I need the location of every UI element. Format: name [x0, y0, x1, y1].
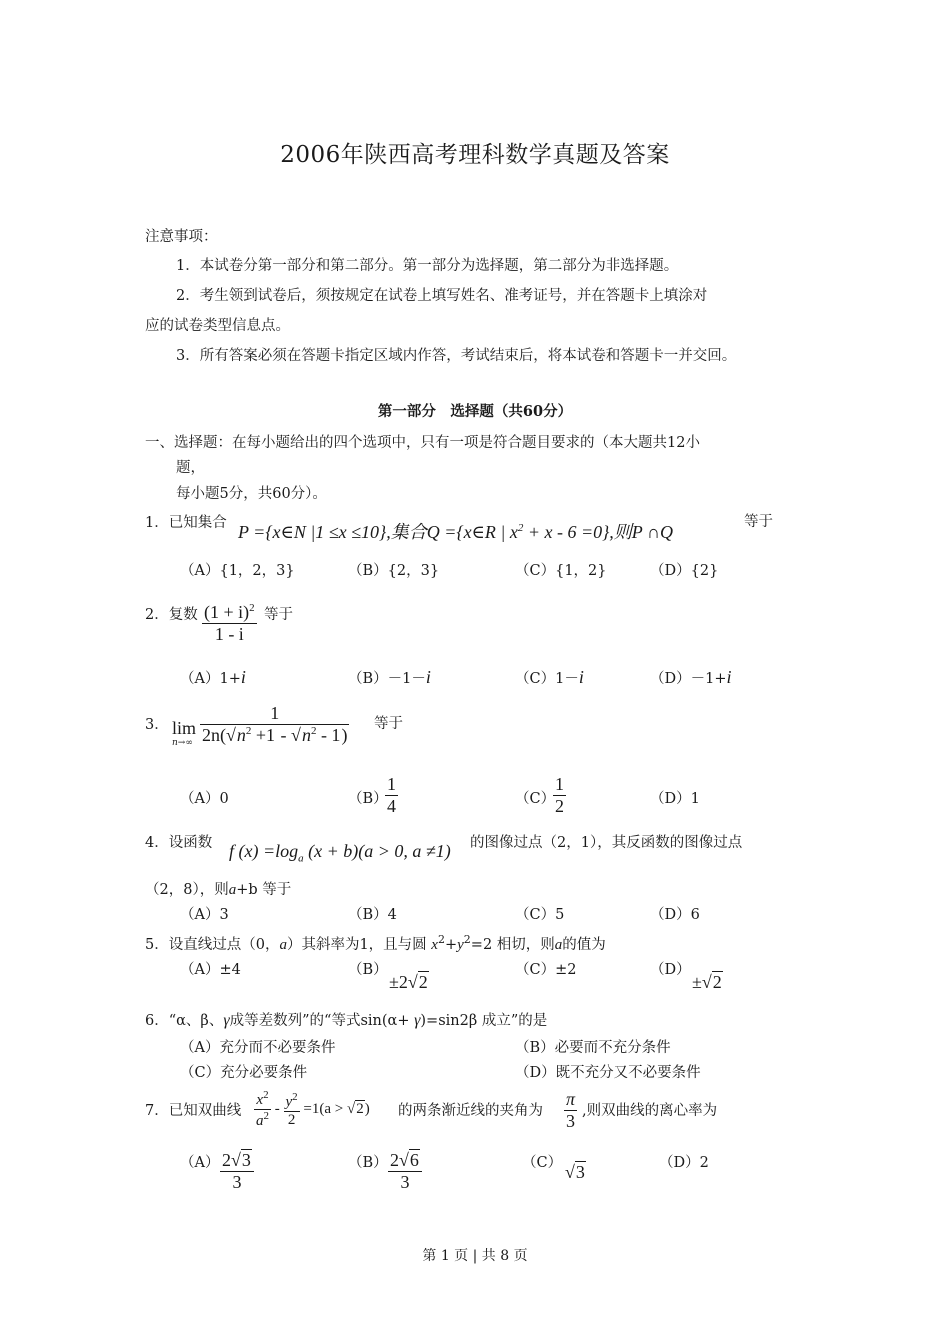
q1-option-d: （D）{2}: [650, 563, 719, 579]
q4-option-c: （C）5: [515, 907, 565, 923]
q2-option-b: （B）－1－i: [348, 667, 431, 687]
q7-option-b: （B）: [348, 1155, 388, 1171]
q2-stem: 2．复数: [145, 607, 198, 623]
page-title: 2006年陕西高考理科数学真题及答案: [280, 142, 670, 168]
notice-heading: 注意事项：: [145, 229, 218, 245]
q3-limit: lim: [172, 718, 197, 738]
q1-formula: P ={x∈N |1 ≤x ≤10},集合Q ={x∈R | $x^2 + x - 6 =0$},则P ∩Q: [238, 522, 673, 542]
q5-option-b: （B）: [348, 962, 388, 978]
q2-option-d: （D）－1+i: [650, 667, 732, 687]
q3-option-d: （D）1: [650, 791, 700, 807]
q1-tail: 等于: [744, 514, 773, 530]
q7-mid: 的两条渐近线的夹角为: [398, 1103, 543, 1119]
page-footer: 第 1 页 | 共 8 页: [422, 1248, 528, 1264]
q7-formula: $\frac{x^2}{a^2}$ - $\frac{y^2}{2}$ =1(a > √2): [256, 1089, 370, 1130]
q6-option-a: （A）充分而不必要条件: [180, 1040, 336, 1056]
q2-fraction: $\frac{(1 + i)^2}{1 - i}$: [204, 602, 255, 644]
q7-option-a-value: $\frac{2√3}{3}$: [220, 1150, 254, 1192]
q4-tail: 的图像过点（2，1），其反函数的图像过点: [470, 835, 743, 851]
q3-option-c-value: $\frac{1}{2}$: [555, 774, 564, 816]
q7-option-d: （D）2: [659, 1155, 709, 1171]
q5-option-d: （D）: [650, 962, 691, 978]
q1-option-c: （C）{1，2}: [515, 563, 607, 579]
q4-stem-cont: （2，8），则a+b 等于: [145, 882, 292, 898]
q6-stem: 6．“α、β、γ成等差数列”的“等式sin(α+ γ)=sin2β 成立”的是: [145, 1012, 548, 1029]
notice-item-2: 2．考生领到试卷后，须按规定在试卷上填写姓名、准考证号，并在答题卡上填涂对: [176, 288, 708, 304]
q7-angle: $\frac{\pi}{3}$: [566, 1089, 576, 1131]
q3-option-a: （A）0: [180, 791, 229, 807]
q5-option-a: （A）±4: [180, 962, 241, 978]
q6-option-c: （C）充分必要条件: [180, 1065, 308, 1081]
q1-option-a: （A）{1，2，3}: [180, 563, 295, 579]
q4-option-d: （D）6: [650, 907, 700, 923]
q3-option-b-value: $\frac{1}{4}$: [387, 774, 396, 816]
q3-stem: 3．: [145, 717, 169, 733]
q7-option-c: （C）: [522, 1155, 563, 1171]
q2-option-a: （A）1+i: [180, 667, 246, 687]
q1-option-b: （B）{2，3}: [348, 563, 440, 579]
q2-tail: 等于: [264, 607, 293, 623]
part1-intro-cont: 题，: [176, 460, 205, 476]
q4-option-b: （B）4: [348, 907, 397, 923]
q7-option-b-value: $\frac{2√6}{3}$: [388, 1150, 422, 1192]
q4-stem: 4．设函数: [145, 835, 213, 851]
q7-option-a: （A）: [180, 1155, 220, 1171]
q7-stem: 7．已知双曲线: [145, 1103, 242, 1119]
q3-limit-sub: n→∞: [172, 738, 193, 748]
q5-option-d-value: ±√2: [692, 972, 722, 992]
q3-option-b: （B）: [348, 791, 388, 807]
q2-option-c: （C）1－i: [515, 667, 584, 687]
q4-option-a: （A）3: [180, 907, 229, 923]
q4-formula: f $(x) =\log_a$ (x + b)(a > 0, a ≠1): [229, 841, 451, 865]
notice-item-3: 3．所有答案必须在答题卡指定区域内作答，考试结束后，将本试卷和答题卡一并交回。: [176, 348, 737, 364]
part1-intro-points: 每小题5分，共60分）。: [176, 486, 327, 502]
q6-option-b: （B）必要而不充分条件: [515, 1040, 671, 1056]
q3-tail: 等于: [374, 716, 403, 732]
q5-option-c: （C）±2: [515, 962, 577, 978]
q3-fraction: $\frac{1}{2n(√n^2 +1 - √n^2 - 1)}$: [202, 703, 348, 745]
q7-tail: ,则双曲线的离心率为: [582, 1103, 718, 1119]
part1-heading: 第一部分 选择题（共60分）: [377, 403, 573, 420]
q7-option-c-value: √3: [565, 1162, 585, 1182]
notice-item-1: 1．本试卷分第一部分和第二部分。第一部分为选择题，第二部分为非选择题。: [176, 258, 679, 274]
q3-option-c: （C）: [515, 791, 556, 807]
notice-item-2-cont: 应的试卷类型信息点。: [145, 318, 290, 334]
q6-option-d: （D）既不充分又不必要条件: [515, 1065, 701, 1081]
q5-option-b-value: ±2√2: [389, 972, 428, 992]
part1-intro: 一、选择题：在每小题给出的四个选项中，只有一项是符合题目要求的（本大题共12小: [145, 435, 700, 451]
q5-stem: 5．设直线过点（0，a）其斜率为1，且与圆 $x^2+y^2=2$ 相切，则a的值为: [145, 933, 606, 953]
q1-stem: 1．已知集合: [145, 515, 227, 531]
